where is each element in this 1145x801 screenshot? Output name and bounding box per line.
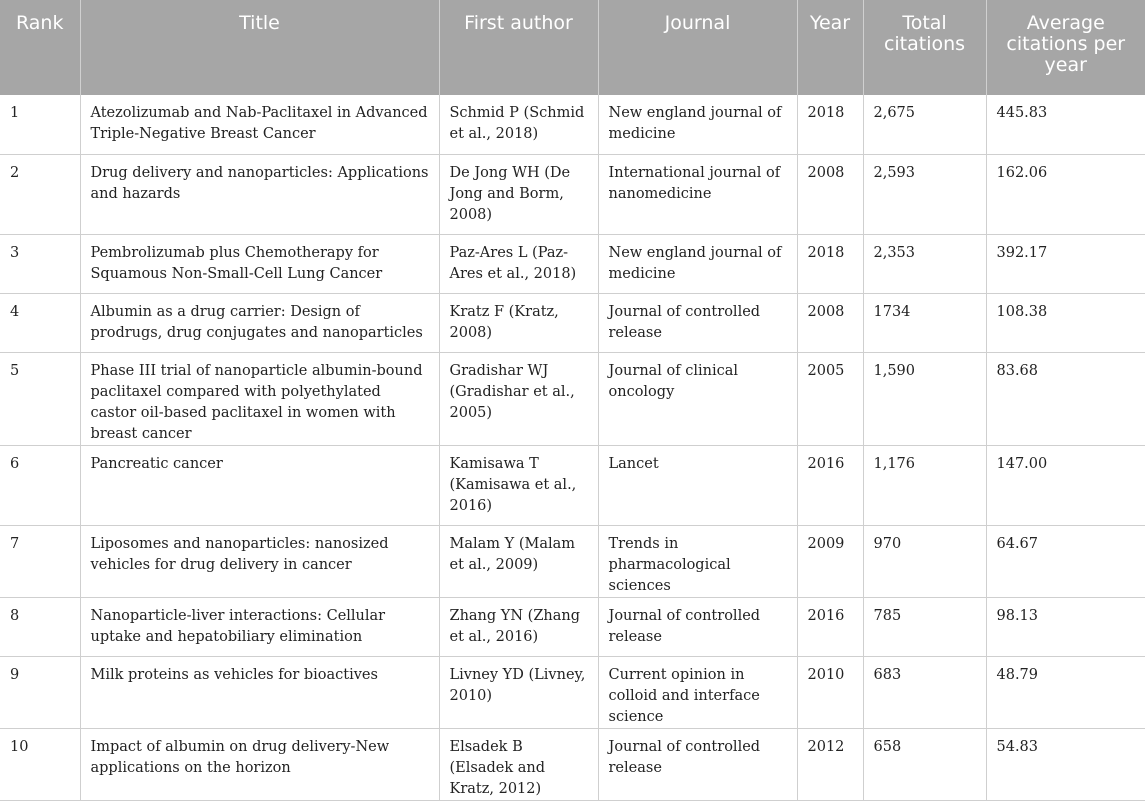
rank-cell: 5 (0, 352, 80, 445)
author-cell: De Jong WH (De Jong and Borm, 2008) (439, 154, 598, 234)
author-cell: Zhang YN (Zhang et al., 2016) (439, 597, 598, 656)
title-cell: Drug delivery and nanoparticles: Applications and hazards (80, 154, 439, 234)
rank-cell: 7 (0, 525, 80, 597)
rank-cell: 1 (0, 95, 80, 154)
author-cell: Elsadek B (Elsadek and Kratz, 2012) (439, 728, 598, 800)
table-row (0, 234, 1145, 293)
author-cell: Malam Y (Malam et al., 2009) (439, 525, 598, 597)
header-total-citations: Total citations (863, 0, 986, 95)
average-citations-cell: 83.68 (986, 352, 1145, 445)
journal-cell: Trends in pharmacological sciences (598, 525, 797, 597)
average-citations-cell: 64.67 (986, 525, 1145, 597)
table-row (0, 445, 1145, 525)
title-cell: Impact of albumin on drug delivery-New applications on the horizon (80, 728, 439, 800)
header-rank: Rank (0, 0, 80, 95)
author-cell: Paz-Ares L (Paz-Ares et al., 2018) (439, 234, 598, 293)
year-cell: 2009 (797, 525, 863, 597)
rank-cell: 2 (0, 154, 80, 234)
journal-cell: Lancet (598, 445, 797, 525)
rank-cell: 8 (0, 597, 80, 656)
year-cell: 2008 (797, 154, 863, 234)
year-cell: 2016 (797, 445, 863, 525)
year-cell: 2005 (797, 352, 863, 445)
rank-cell: 10 (0, 728, 80, 800)
total-citations-cell: 683 (863, 656, 986, 728)
table-row (0, 352, 1145, 445)
table-row (0, 656, 1145, 728)
journal-cell: New england journal of medicine (598, 95, 797, 154)
average-citations-cell: 54.83 (986, 728, 1145, 800)
total-citations-cell: 2,675 (863, 95, 986, 154)
total-citations-cell: 970 (863, 525, 986, 597)
table-row (0, 154, 1145, 234)
average-citations-cell: 445.83 (986, 95, 1145, 154)
author-cell: Gradishar WJ (Gradishar et al., 2005) (439, 352, 598, 445)
average-citations-cell: 98.13 (986, 597, 1145, 656)
total-citations-cell: 658 (863, 728, 986, 800)
year-cell: 2008 (797, 293, 863, 352)
journal-cell: New england journal of medicine (598, 234, 797, 293)
table-row (0, 293, 1145, 352)
title-cell: Albumin as a drug carrier: Design of prodrugs, drug conjugates and nanoparticles (80, 293, 439, 352)
total-citations-cell: 1,176 (863, 445, 986, 525)
total-citations-cell: 1,590 (863, 352, 986, 445)
header-average-citations: Average citations per year (986, 0, 1145, 95)
journal-cell: Current opinion in colloid and interface science (598, 656, 797, 728)
total-citations-cell: 2,593 (863, 154, 986, 234)
average-citations-cell: 147.00 (986, 445, 1145, 525)
total-citations-cell: 2,353 (863, 234, 986, 293)
journal-cell: Journal of clinical oncology (598, 352, 797, 445)
header-row (0, 0, 1145, 95)
author-cell: Schmid P (Schmid et al., 2018) (439, 95, 598, 154)
average-citations-cell: 108.38 (986, 293, 1145, 352)
title-cell: Pancreatic cancer (80, 445, 439, 525)
table-row (0, 95, 1145, 154)
title-cell: Nanoparticle-liver interactions: Cellular uptake and hepatobiliary elimination (80, 597, 439, 656)
year-cell: 2018 (797, 234, 863, 293)
title-cell: Atezolizumab and Nab-Paclitaxel in Advanced Triple-Negative Breast Cancer (80, 95, 439, 154)
journal-cell: Journal of controlled release (598, 728, 797, 800)
rank-cell: 6 (0, 445, 80, 525)
rank-cell: 4 (0, 293, 80, 352)
year-cell: 2012 (797, 728, 863, 800)
journal-cell: International journal of nanomedicine (598, 154, 797, 234)
average-citations-cell: 48.79 (986, 656, 1145, 728)
average-citations-cell: 392.17 (986, 234, 1145, 293)
table-row (0, 525, 1145, 597)
header-title: Title (80, 0, 439, 95)
rank-cell: 9 (0, 656, 80, 728)
journal-cell: Journal of controlled release (598, 597, 797, 656)
year-cell: 2010 (797, 656, 863, 728)
table-row (0, 597, 1145, 656)
year-cell: 2018 (797, 95, 863, 154)
total-citations-cell: 785 (863, 597, 986, 656)
average-citations-cell: 162.06 (986, 154, 1145, 234)
table-row (0, 728, 1145, 800)
header-first-author: First author (439, 0, 598, 95)
author-cell: Kratz F (Kratz, 2008) (439, 293, 598, 352)
title-cell: Liposomes and nanoparticles: nanosized vehicles for drug delivery in cancer (80, 525, 439, 597)
author-cell: Kamisawa T (Kamisawa et al., 2016) (439, 445, 598, 525)
title-cell: Phase III trial of nanoparticle albumin-bound paclitaxel compared with polyethylated castor oil-based paclitaxel in women with breast cancer (80, 352, 439, 445)
rank-cell: 3 (0, 234, 80, 293)
title-cell: Milk proteins as vehicles for bioactives (80, 656, 439, 728)
journal-cell: Journal of controlled release (598, 293, 797, 352)
title-cell: Pembrolizumab plus Chemotherapy for Squamous Non-Small-Cell Lung Cancer (80, 234, 439, 293)
year-cell: 2016 (797, 597, 863, 656)
header-journal: Journal (598, 0, 797, 95)
header-year: Year (797, 0, 863, 95)
total-citations-cell: 1734 (863, 293, 986, 352)
author-cell: Livney YD (Livney, 2010) (439, 656, 598, 728)
